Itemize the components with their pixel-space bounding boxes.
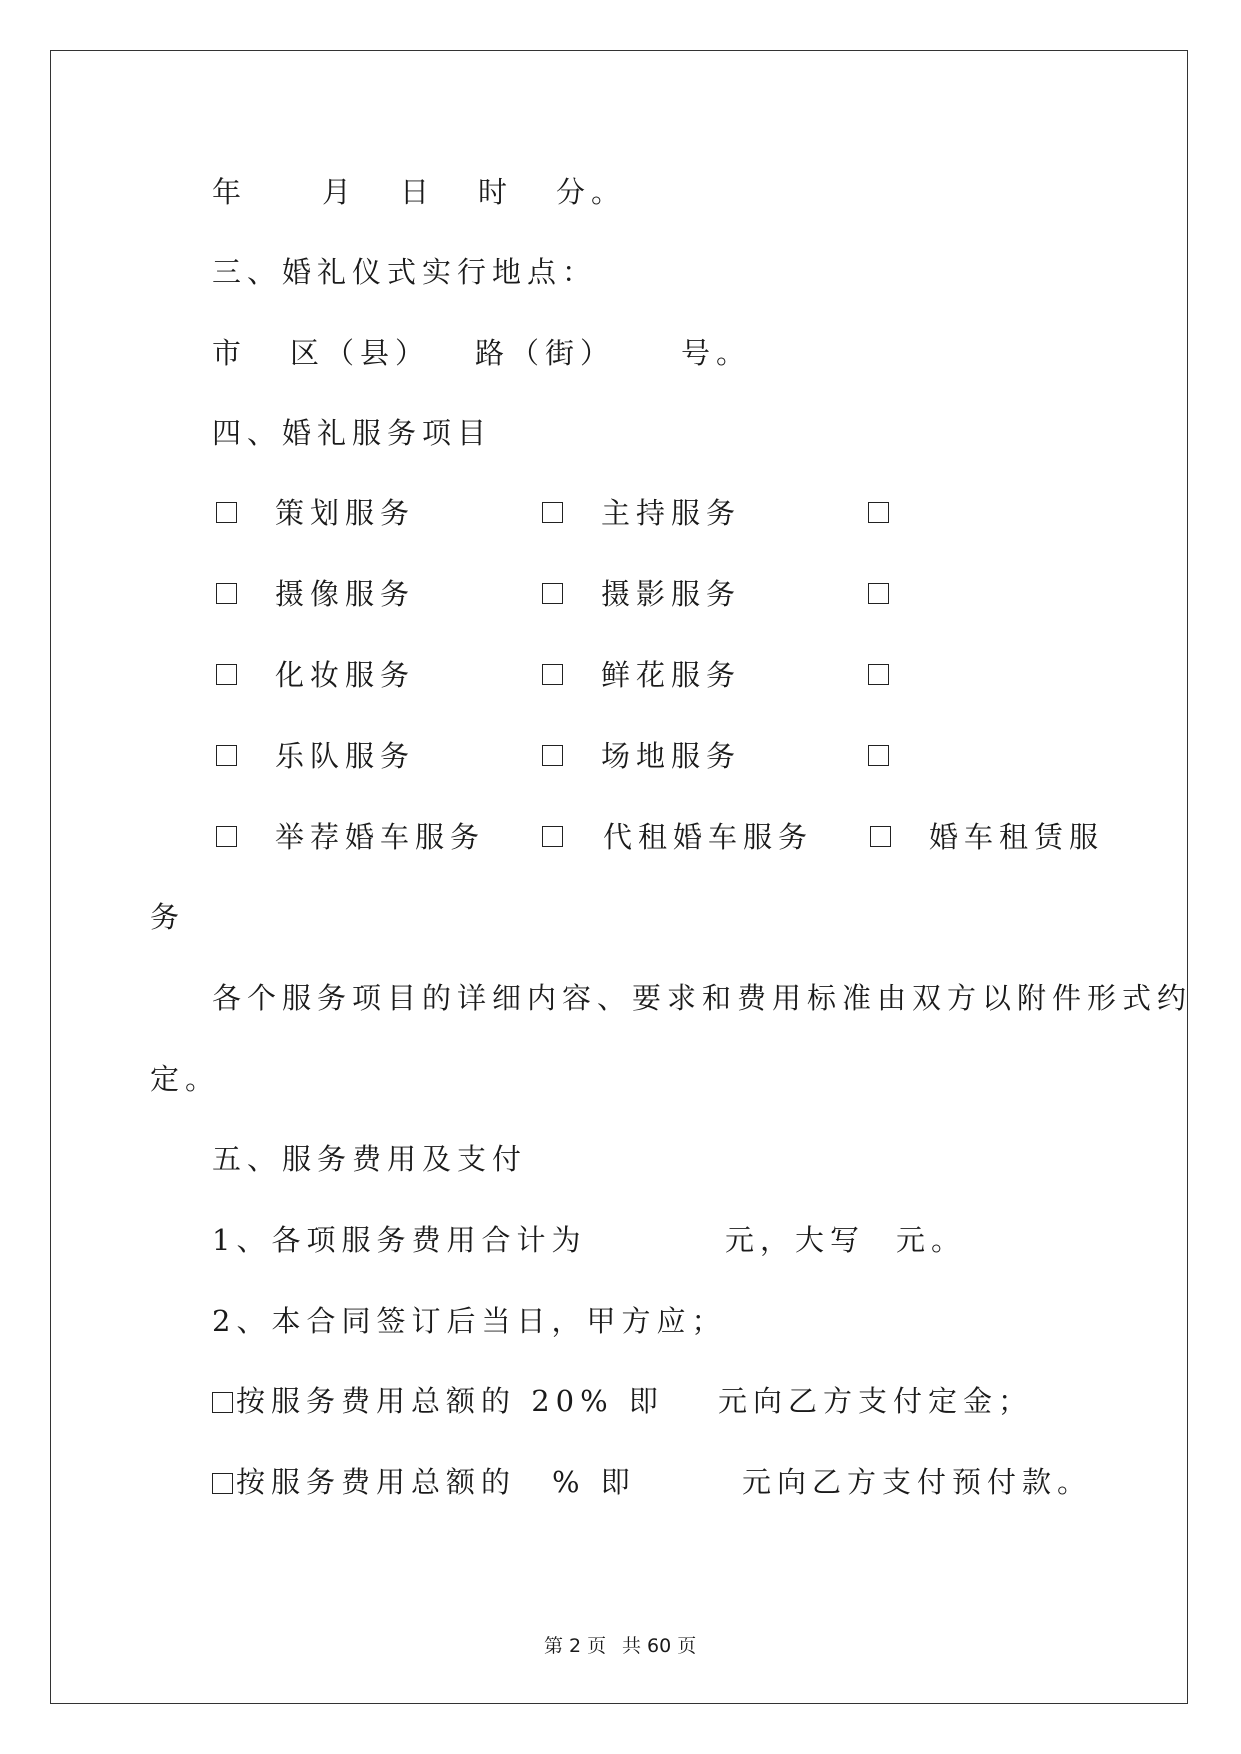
section4-heading: 四、婚礼服务项目 [212, 416, 493, 450]
checkbox-advance[interactable] [212, 1473, 233, 1494]
fee-total-unit: 元，大写 [725, 1223, 866, 1257]
service-label: 举荐婚车服务 [275, 820, 486, 854]
deposit-text: 按服务费用总额的 20% 即 [236, 1384, 664, 1418]
checkbox-car-rental[interactable] [870, 826, 891, 847]
fee-total-label: 1、各项服务费用合计为 [212, 1223, 587, 1257]
advance-text: 按服务费用总额的 [236, 1465, 517, 1499]
date-year: 年 [212, 175, 248, 209]
service-label: 化妆服务 [275, 658, 416, 692]
service-label: 主持服务 [601, 496, 742, 530]
page-number: 第 2 页 [544, 1635, 607, 1657]
payment-instruction: 2、本合同签订后当日，甲方应； [212, 1304, 727, 1338]
checkbox-makeup[interactable] [216, 664, 237, 685]
checkbox-venue[interactable] [542, 745, 563, 766]
checkbox-recommend-car[interactable] [216, 826, 237, 847]
checkbox-photo[interactable] [542, 583, 563, 604]
page-border [50, 50, 1188, 1704]
checkbox-flowers[interactable] [542, 664, 563, 685]
checkbox-hosting[interactable] [542, 502, 563, 523]
payment-option-deposit [212, 1384, 664, 1418]
service-label: 摄影服务 [601, 577, 742, 611]
address-city: 市 [212, 336, 248, 370]
checkbox-other[interactable] [868, 664, 889, 685]
services-note-line: 各个服务项目的详细内容、要求和费用标准由双方以附件形式约 [212, 981, 1193, 1015]
fee-total-unit2: 元。 [896, 1223, 967, 1257]
date-day: 日 [400, 175, 436, 209]
service-label: 摄像服务 [275, 577, 416, 611]
deposit-tail: 元向乙方支付定金； [718, 1384, 1034, 1418]
address-district: 区（县） [290, 336, 431, 370]
checkbox-band[interactable] [216, 745, 237, 766]
date-hour: 时 [478, 175, 514, 209]
date-minute: 分。 [556, 175, 627, 209]
checkbox-video[interactable] [216, 583, 237, 604]
payment-option-advance [212, 1465, 516, 1499]
advance-percent: % 即 [552, 1465, 636, 1499]
service-label: 代租婚车服务 [603, 820, 814, 854]
advance-tail: 元向乙方支付预付款。 [742, 1465, 1093, 1499]
page-total: 共 60 页 [622, 1635, 697, 1657]
section3-heading: 三、婚礼仪式实行地点： [212, 255, 598, 289]
service-label: 场地服务 [601, 739, 742, 773]
date-month: 月 [322, 175, 358, 209]
checkbox-other[interactable] [868, 583, 889, 604]
section5-heading: 五、服务费用及支付 [212, 1142, 528, 1176]
services-note-line: 定。 [150, 1062, 221, 1096]
service-label: 乐队服务 [275, 739, 416, 773]
address-number: 号。 [681, 336, 752, 370]
checkbox-deposit[interactable] [212, 1392, 233, 1413]
service-label: 婚车租赁服 [929, 820, 1105, 854]
checkbox-other[interactable] [868, 745, 889, 766]
checkbox-agent-car[interactable] [542, 826, 563, 847]
checkbox-other[interactable] [868, 502, 889, 523]
service-label: 鲜花服务 [601, 658, 742, 692]
service-label: 策划服务 [275, 496, 416, 530]
address-road: 路（街） [475, 336, 616, 370]
checkbox-planning[interactable] [216, 502, 237, 523]
service-label-wrap: 务 [150, 900, 186, 934]
